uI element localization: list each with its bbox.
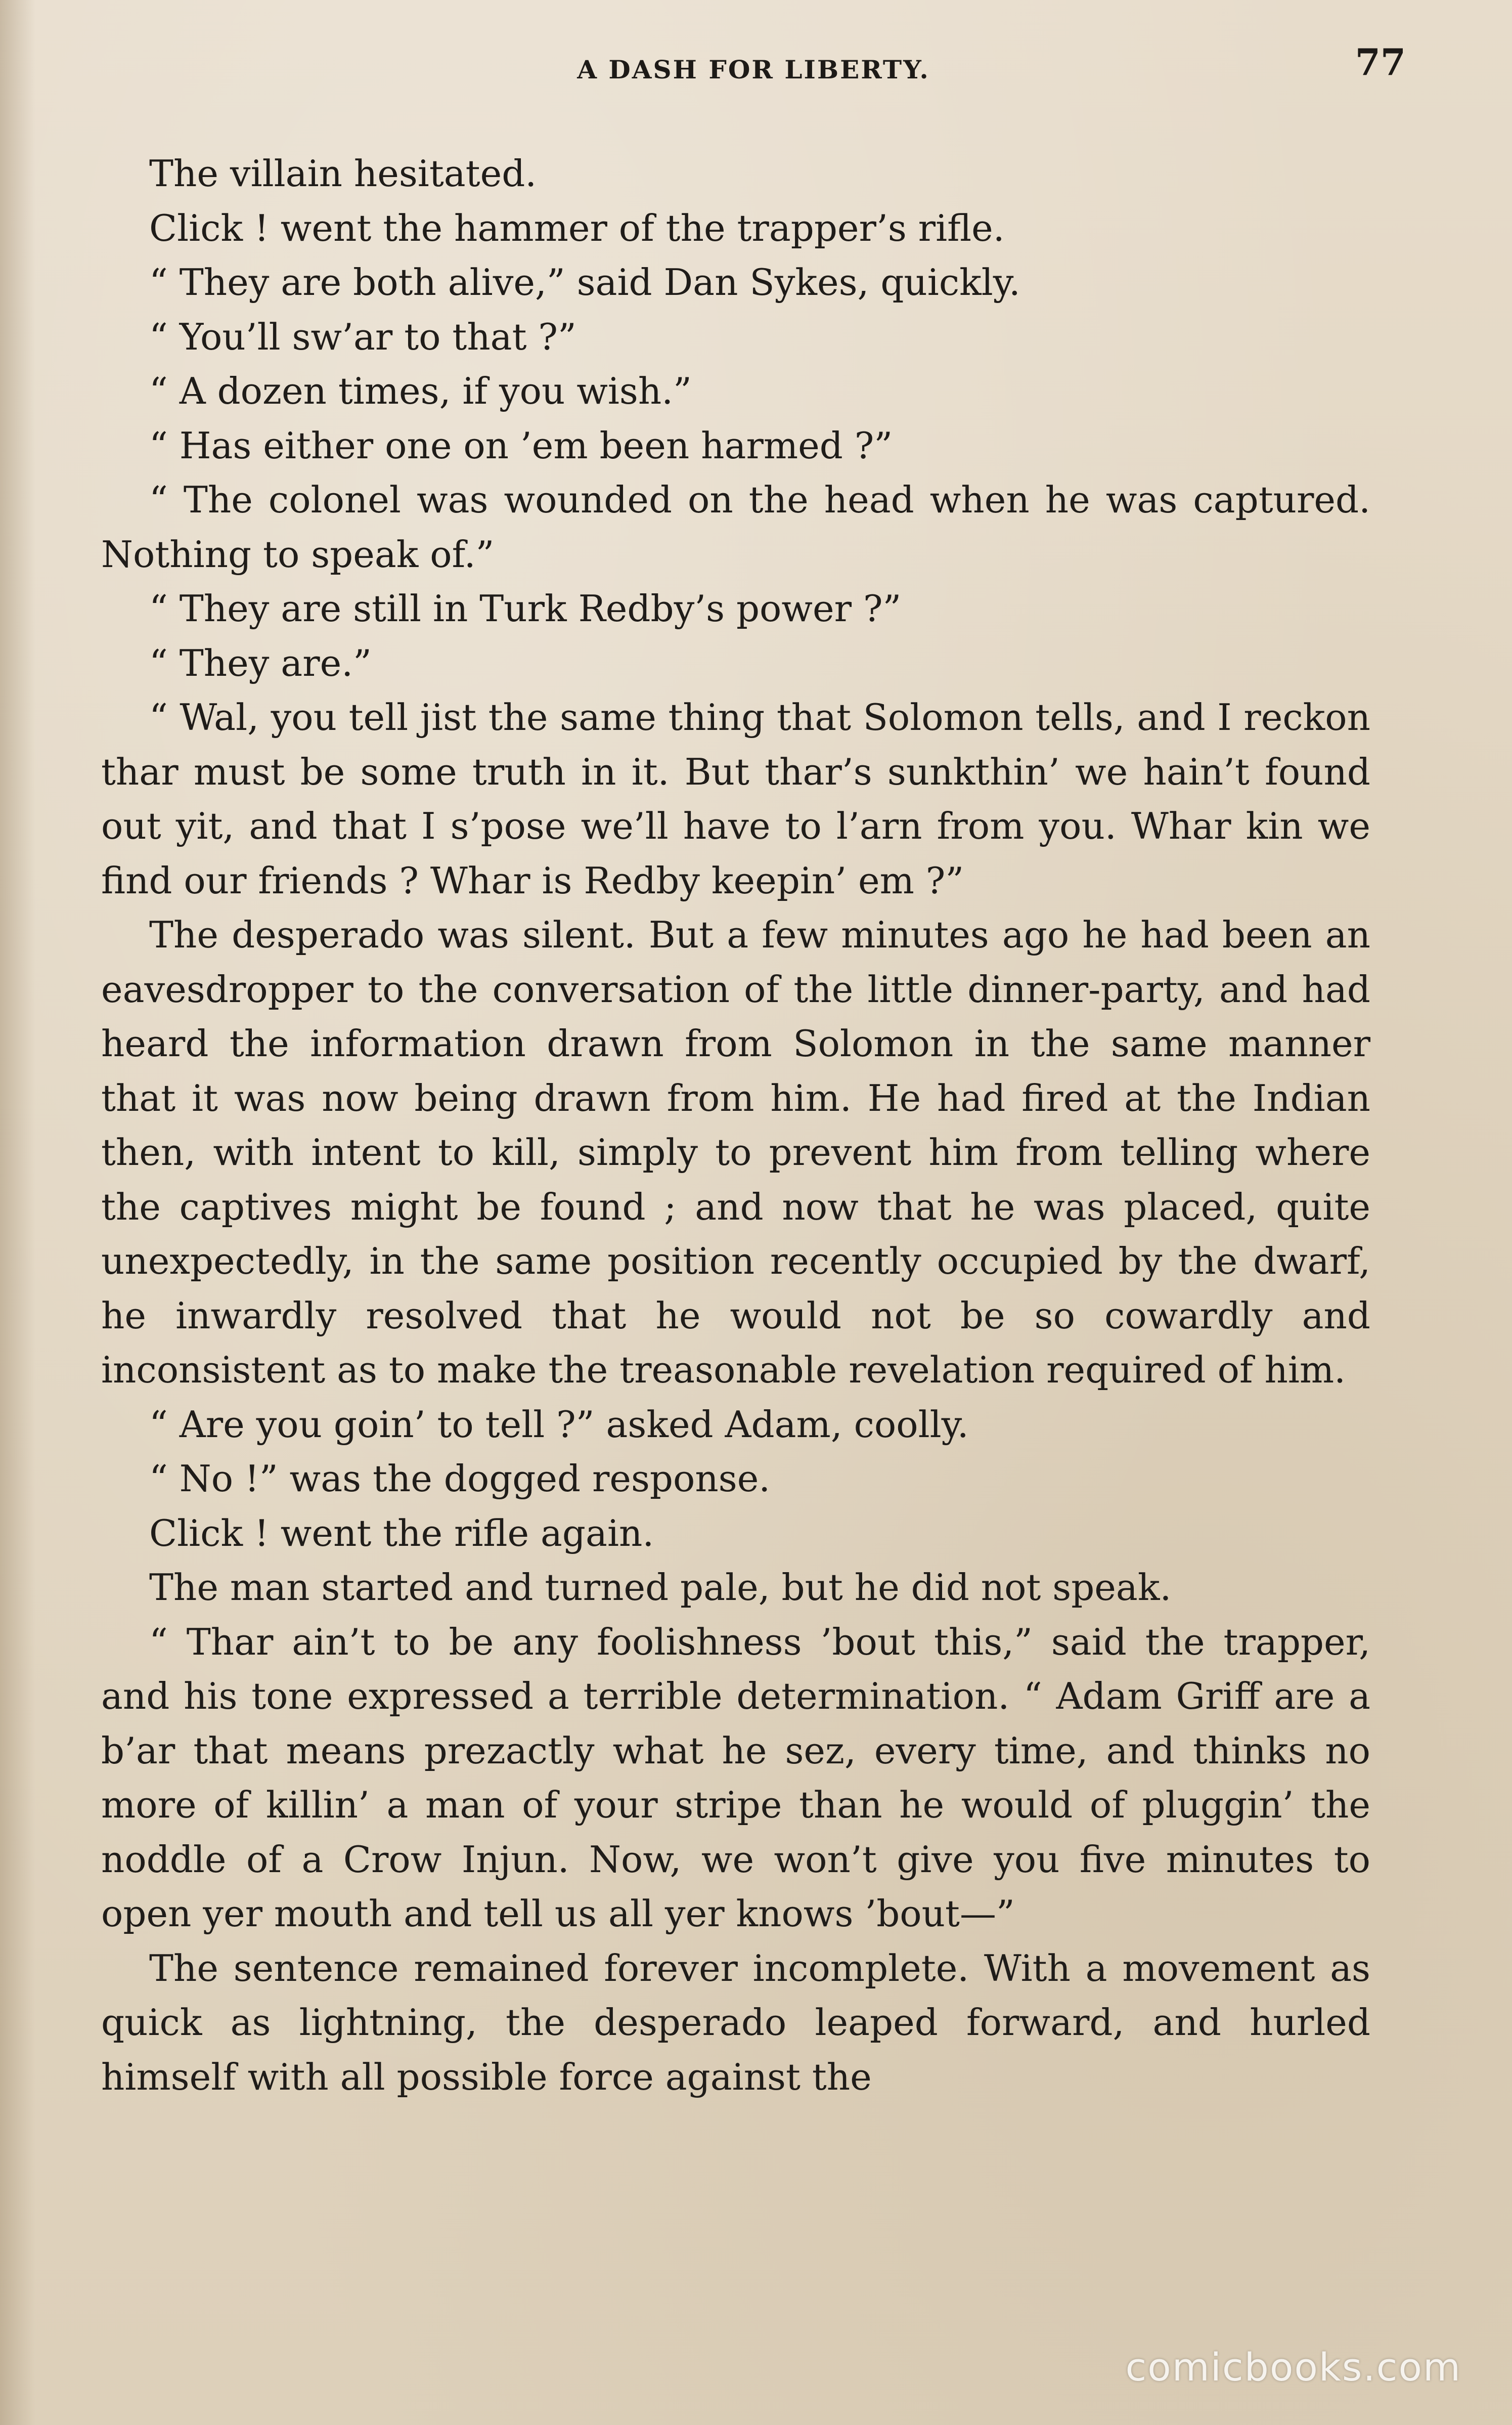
paragraph: The desperado was silent. But a few minutes ago he had been an eavesdropper to the conversation of the little dinner-party, and had heard the information drawn from Solomon in the same manner that it was now being drawn from him. He had fired at the Indian then, with intent to kill, simply to prevent him from telling where the captives might be found ; and now that he was placed, quite unexpectedly, in the same position recently occupied by the dwarf, he inwardly resolved that he would not be so cowardly and inconsistent as to make the treasonable revelation required of him.: [101, 914, 1370, 1391]
paragraph: The sentence remained forever incomplete. With a movement as quick as lightning, the desperado leaped forward, and hurled himself with all possible force against the: [101, 1946, 1370, 2098]
page-number: 77: [1355, 40, 1406, 83]
paragraph: “ Thar ain’t to be any foolishness ’bout this,” said the trapper, and his tone expressed a terrible determination. “ Adam Griff are a b’ar that means prezactly what he sez, every time, and thinks no more of killin’ a man of your stripe than he would of pluggin’ the noddle of a Crow Injun. Now, we won’t give you five minutes to open yer mouth and tell us all yer knows ’bout—”: [101, 1620, 1370, 1935]
paragraph: “ Are you goin’ to tell ?” asked Adam, coolly.: [149, 1403, 969, 1446]
paragraph: The villain hesitated.: [149, 152, 537, 195]
paragraph: “ No !” was the dogged response.: [149, 1457, 771, 1500]
page-edge-shadow: [0, 0, 35, 2425]
paragraph: “ They are both alive,” said Dan Sykes, quickly.: [149, 261, 1020, 304]
paragraph: “ They are still in Turk Redby’s power ?”: [149, 587, 902, 630]
running-head: A DASH FOR LIBERTY.: [577, 55, 930, 84]
paragraph: “ They are.”: [149, 641, 372, 684]
body-text: [101, 147, 1370, 2104]
paragraph: “ A dozen times, if you wish.”: [149, 370, 692, 412]
paragraph: “ The colonel was wounded on the head when he was captured. Nothing to speak of.”: [101, 479, 1370, 576]
paragraph: “ Has either one on ’em been harmed ?”: [149, 424, 893, 467]
paragraph: “ Wal, you tell jist the same thing that Solomon tells, and I reckon thar must be some truth in it. But thar’s sunkthin’ we hain’t found out yit, and that I s’pose we’ll have to l’arn from you. Whar kin we find our friends ? Whar is Redby keepin’ em ?”: [101, 696, 1370, 902]
paragraph: The man started and turned pale, but he did not speak.: [149, 1566, 1172, 1609]
paragraph: Click ! went the rifle again.: [149, 1511, 654, 1554]
paragraph: “ You’ll sw’ar to that ?”: [149, 315, 576, 358]
page-header: [101, 40, 1406, 96]
site-watermark: comicbooks.com: [1125, 2345, 1461, 2390]
paragraph: Click ! went the hammer of the trapper’s rifle.: [149, 206, 1005, 249]
